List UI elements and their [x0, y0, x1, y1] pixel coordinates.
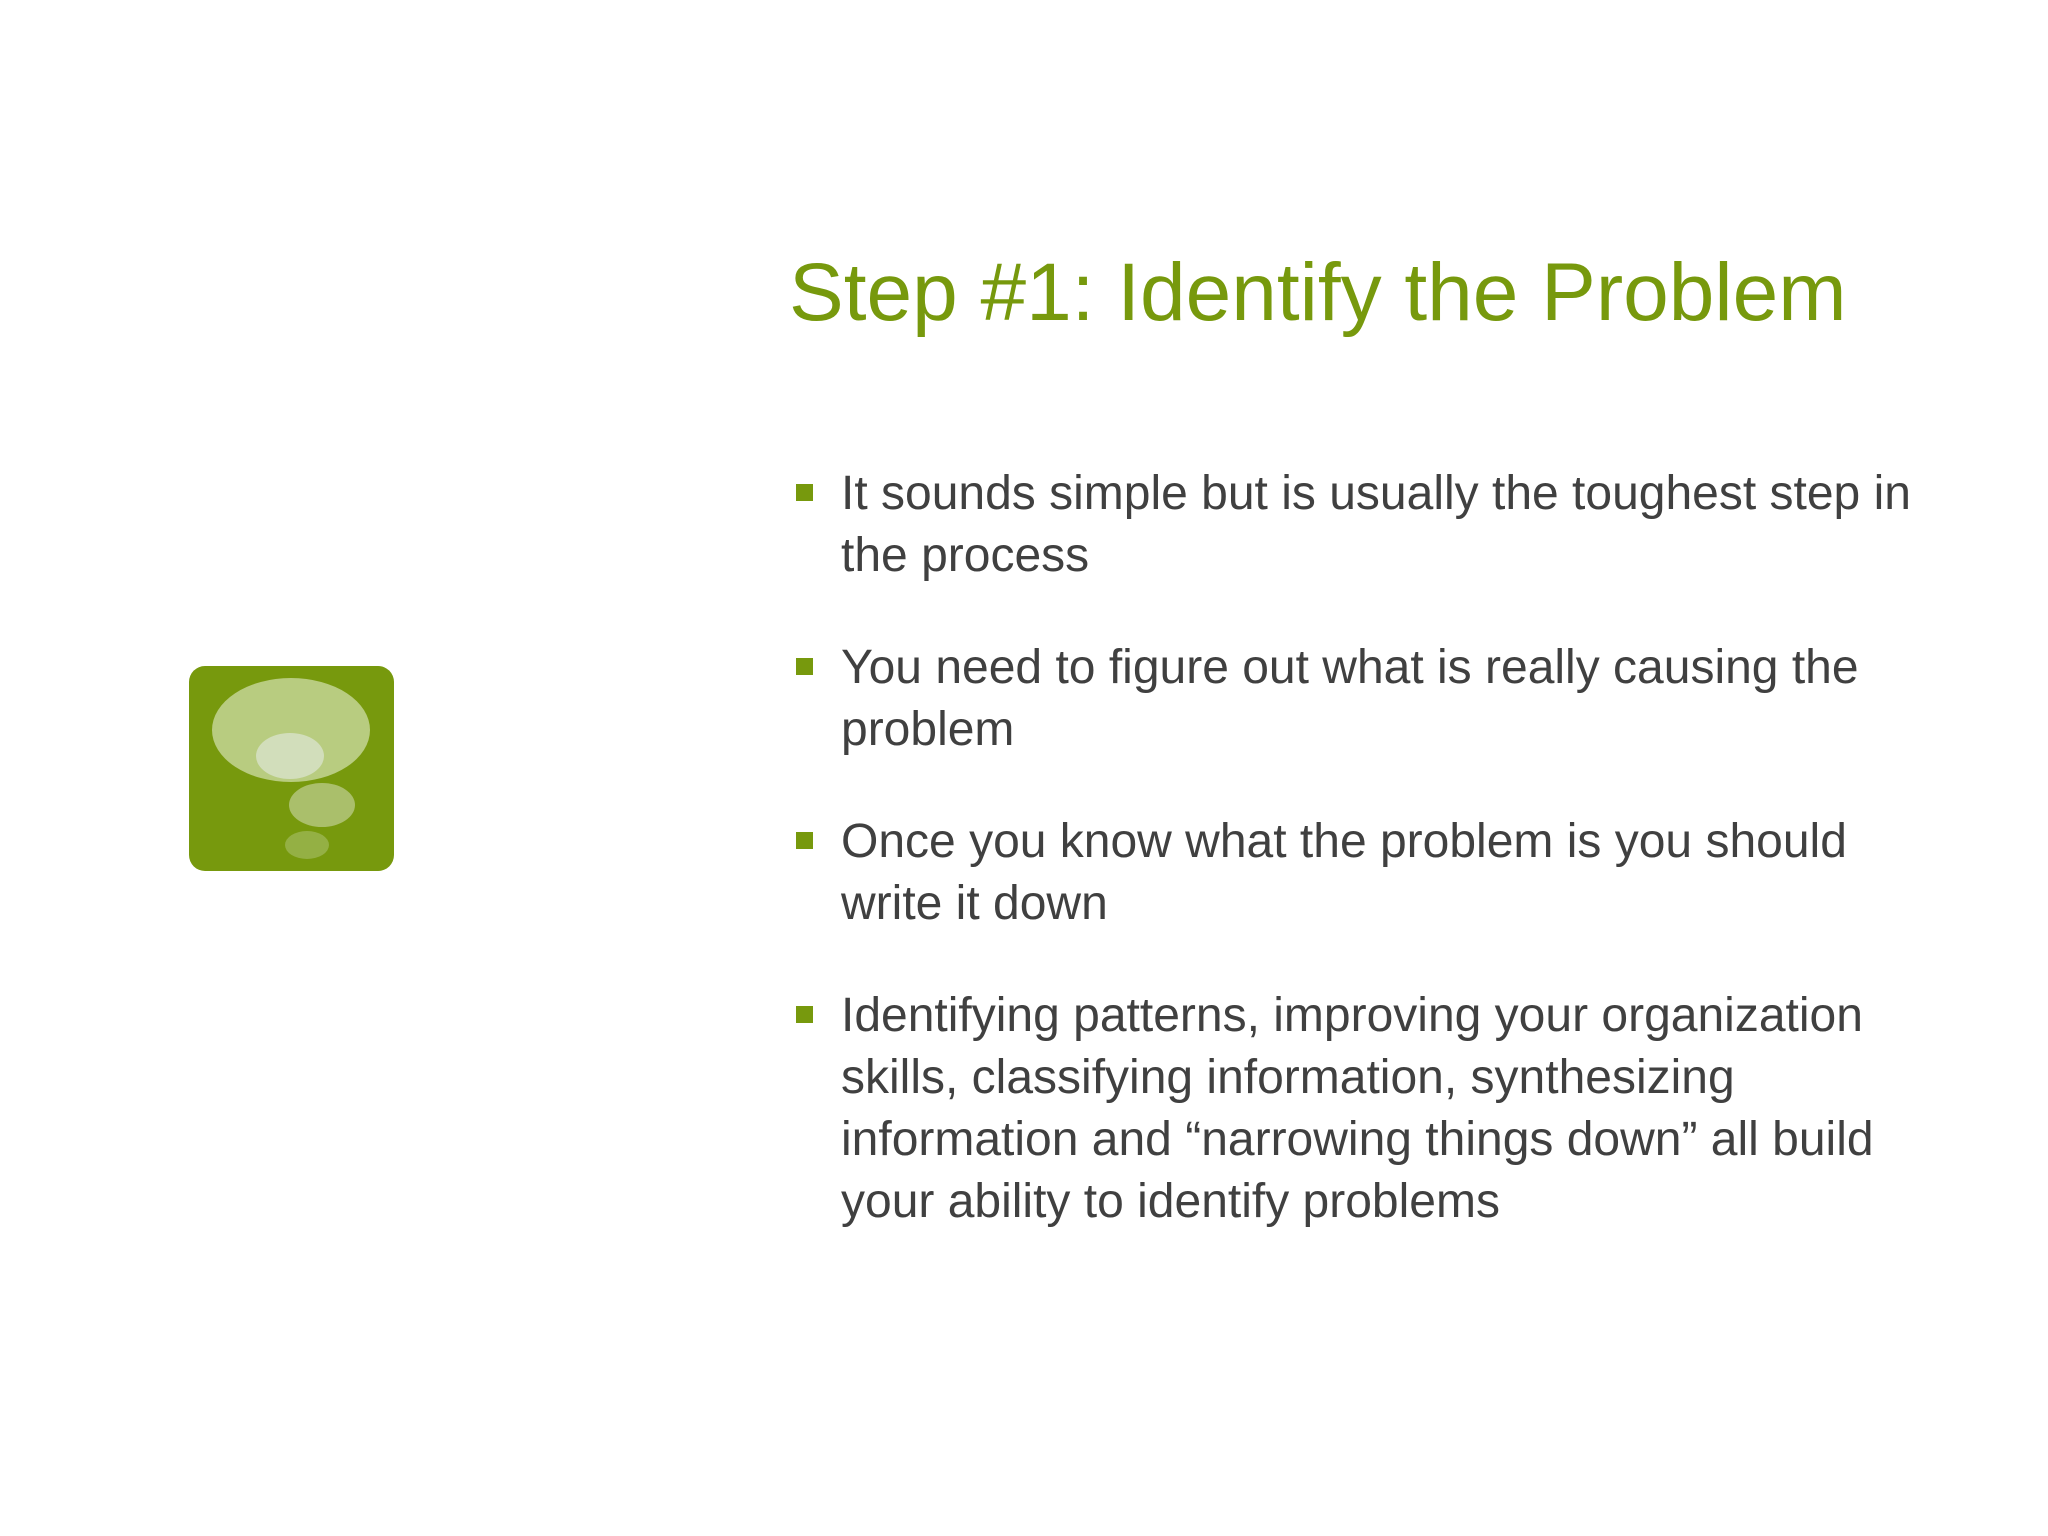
bullet-text: Once you know what the problem is you should write it down	[841, 815, 1847, 930]
bullet-item	[790, 985, 1920, 1233]
bullet-text: You need to figure out what is really causing the problem	[841, 641, 1859, 756]
bullet-text: It sounds simple but is usually the toughest step in the process	[841, 467, 1911, 582]
bullet-item	[790, 637, 1920, 761]
square-bullet-icon	[796, 484, 813, 501]
bullet-item	[790, 811, 1920, 935]
square-bullet-icon	[796, 832, 813, 849]
bullet-text: Identifying patterns, improving your organization skills, classifying information, synthesizing information and “narrowing things down” all build your ability to identify problems	[841, 989, 1874, 1228]
square-bullet-icon	[796, 658, 813, 675]
bullet-item	[790, 463, 1920, 587]
square-bullet-icon	[796, 1006, 813, 1023]
slide-title: Step #1: Identify the Problem	[789, 247, 1847, 338]
thought-bubble-icon	[189, 666, 394, 871]
